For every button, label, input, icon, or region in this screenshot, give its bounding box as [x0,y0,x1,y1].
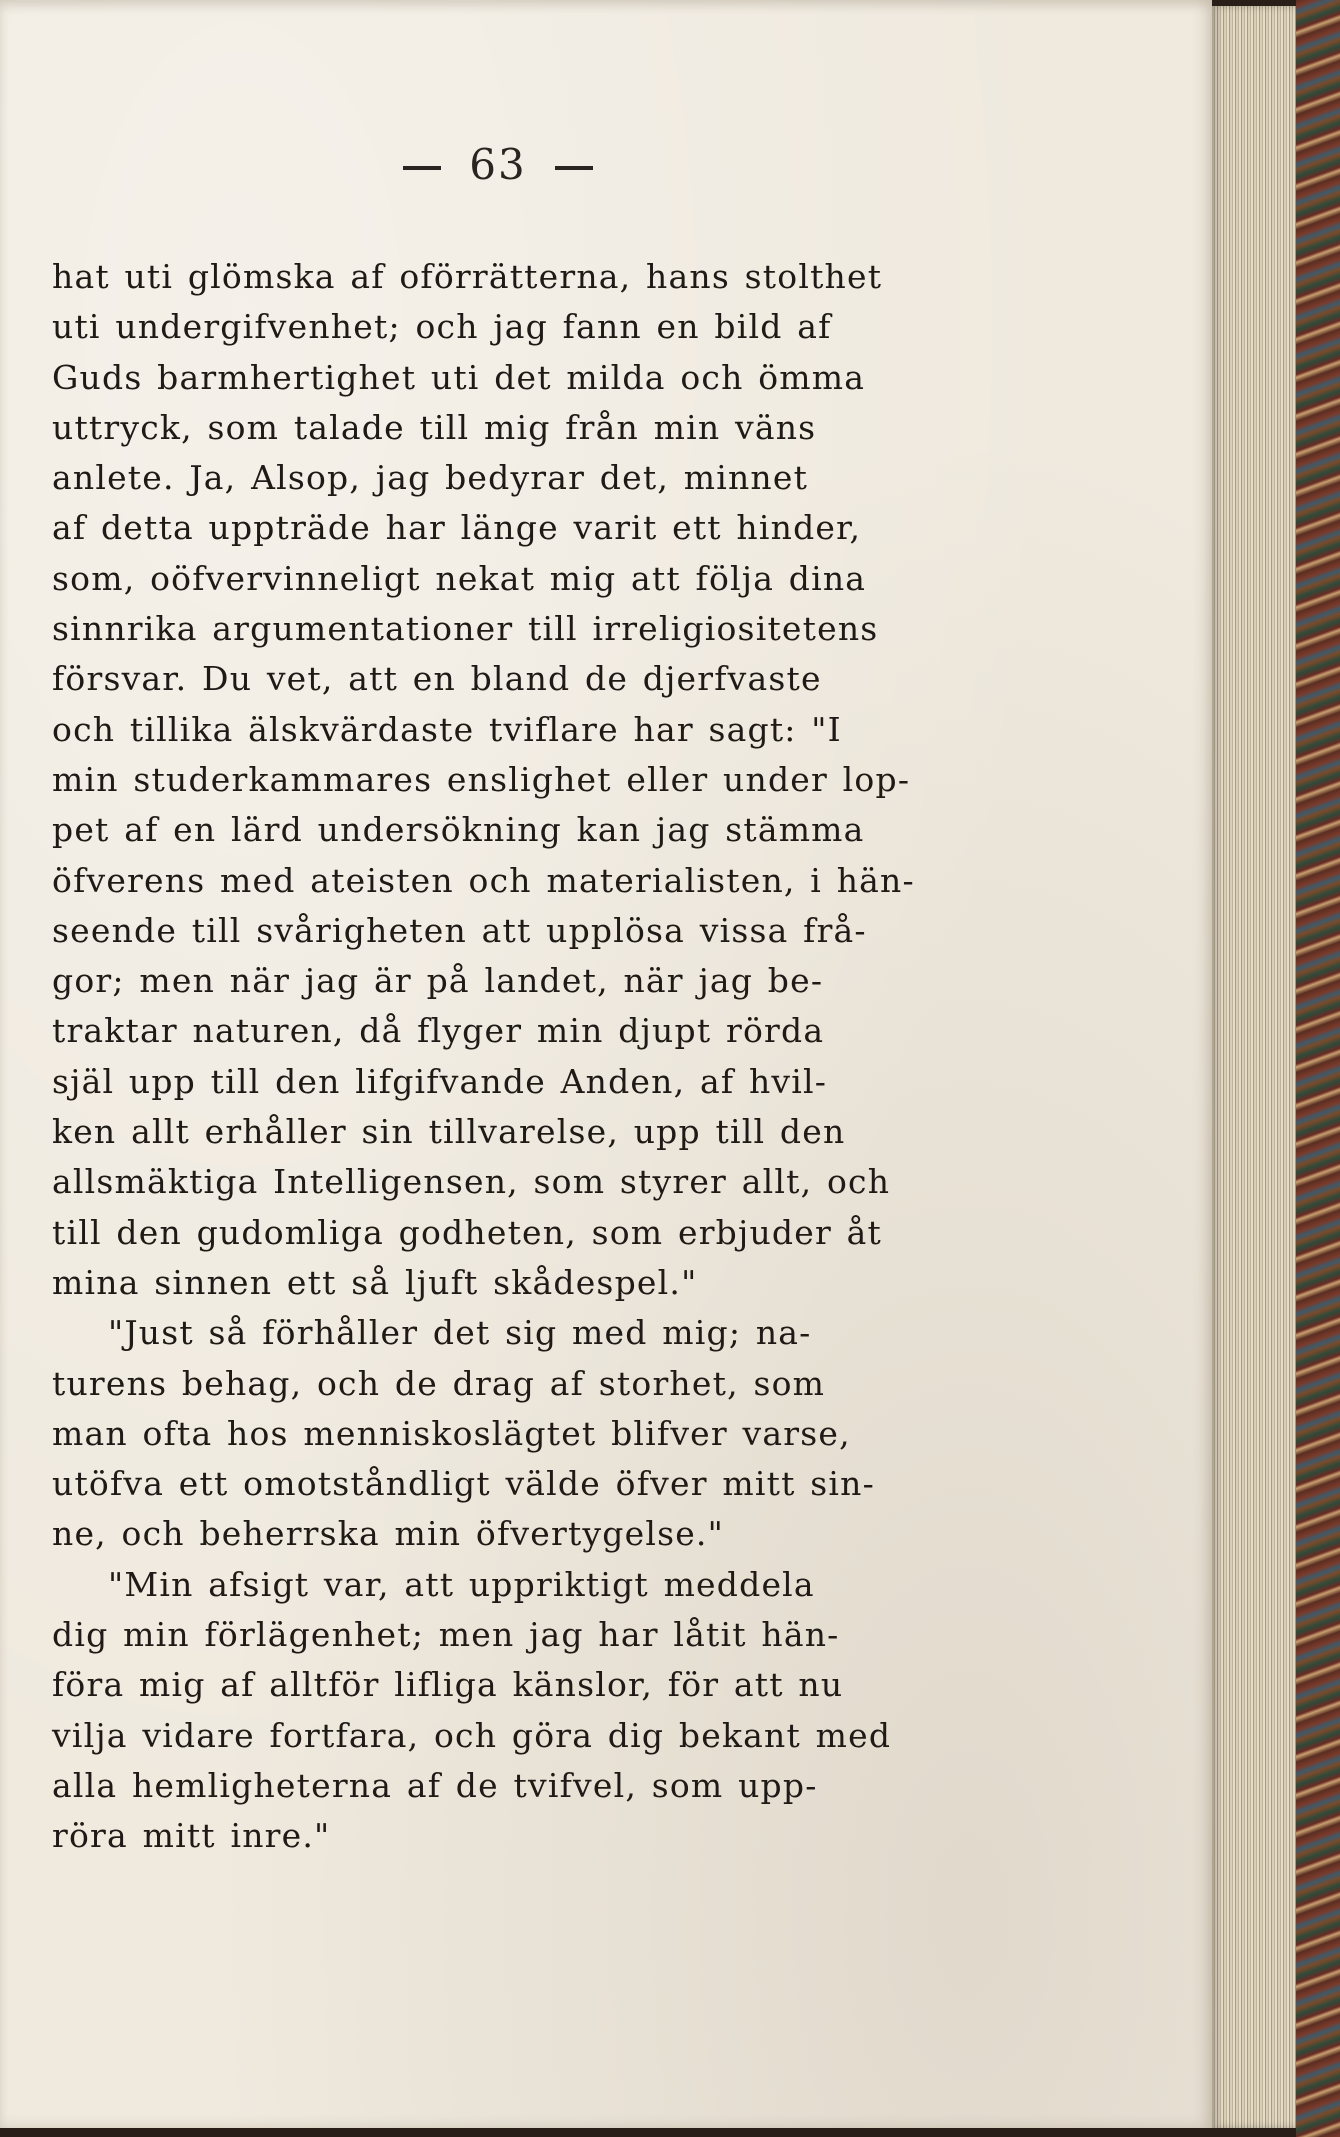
text-line: öfverens med ateisten och materialisten, i hän- [52,860,915,900]
text-line: seende till svårigheten att upplösa vissa frå- [52,910,867,950]
text-line: anlete. Ja, Alsop, jag bedyrar det, minnet [52,458,809,498]
text-line: utöfva ett omotståndligt välde öfver mitt sin- [52,1464,875,1504]
text-line: och tillika älskvärdaste tviflare har sagt: "I [52,709,842,749]
text-line: pet af en lärd undersökning kan jag stämma [52,810,865,850]
text-line: röra mitt inre." [52,1816,331,1856]
marbled-cover-edge [1296,0,1340,2137]
header-dash-right [555,166,593,170]
text-line: som, oöfvervinneligt nekat mig att följa dina [52,558,867,598]
text-line: vilja vidare fortfara, och göra dig bekant med [52,1715,892,1755]
text-line: allsmäktiga Intelligensen, som styrer allt, och [52,1162,891,1202]
text-line: försvar. Du vet, att en bland de djerfvaste [52,659,822,699]
text-line: min studerkammares enslighet eller under lop- [52,759,911,799]
text-line: ne, och beherrska min öfvertygelse." [52,1514,725,1554]
text-line: "Min afsigt var, att uppriktigt meddela [108,1564,815,1604]
text-line: uttryck, som talade till mig från min väns [52,407,817,447]
text-line: själ upp till den lifgifvande Anden, af hvil- [52,1061,828,1101]
text-line: sinnrika argumentationer till irreligiositetens [52,609,879,649]
page-header [318,140,678,189]
text-line: turens behag, och de drag af storhet, som [52,1363,826,1403]
text-line: hat uti glömska af oförrätterna, hans stolthet [52,257,883,296]
text-line: föra mig af alltför lifliga känslor, för att nu [52,1665,844,1705]
text-line: uti undergifvenhet; och jag fann en bild af [52,307,832,347]
page-number: 63 [469,140,527,189]
page-text-body [52,252,982,1862]
text-line: af detta uppträde har länge varit ett hinder, [52,508,862,548]
text-line: traktar naturen, då flyger min djupt rörda [52,1011,825,1051]
text-line: alla hemligheterna af de tvifvel, som upp- [52,1765,818,1805]
text-line: gor; men när jag är på landet, när jag be- [52,961,824,1001]
text-line: Guds barmhertighet uti det milda och ömma [52,357,866,397]
text-line: dig min förlägenhet; men jag har låtit hän- [52,1615,840,1655]
book-bottom-edge [0,2128,1296,2137]
text-line: mina sinnen ett så ljuft skådespel." [52,1262,698,1302]
header-dash-left [403,166,441,170]
text-line: till den gudomliga godheten, som erbjuder åt [52,1212,882,1252]
text-line: man ofta hos menniskoslägtet blifver varse, [52,1413,851,1453]
page-block-edges [1212,6,1296,2128]
text-line: ken allt erhåller sin tillvarelse, upp till den [52,1112,846,1152]
text-line: "Just så förhåller det sig med mig; na- [108,1313,812,1353]
